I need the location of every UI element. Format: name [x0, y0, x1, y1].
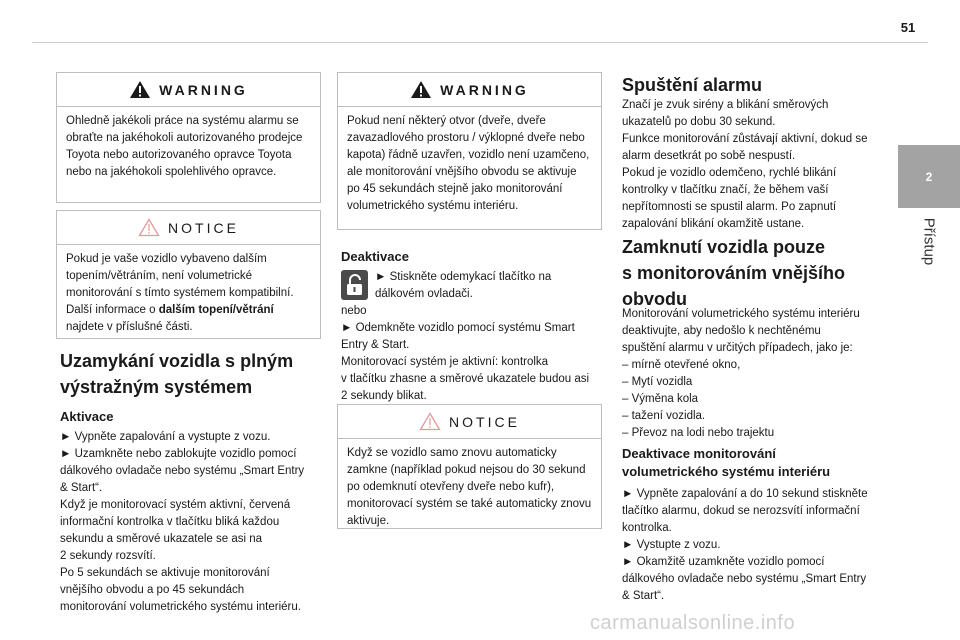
heading-alarm-trigger: Spuštění alarmu — [622, 75, 763, 95]
chapter-label-text: Přístup — [920, 217, 938, 265]
perimeter-lock-text: Monitorování volumetrického systému interiéru deaktivujte, aby nedošlo k nechtěnému spuštění alarmu v určitých případech, jako je: – mírně otevřené okno, – Mytí vozidla – Výměna kola – tažení vozidla. – Převoz na lodi nebo trajektu — [622, 308, 860, 439]
notice-title-2: NOTICE — [449, 413, 520, 430]
notice-header — [57, 211, 320, 245]
subheading-deactivation: Deaktivace — [341, 249, 409, 264]
warning-header-2 — [338, 73, 601, 107]
deactivation-text: nebo ► Odemkněte vozidlo pomocí systému Smart Entry & Start. Monitorovací systém je aktivní: kontrolka v tlačítku zhasne a směrové ukazatele budou asi 2 sekundy blikat. — [341, 305, 590, 402]
notice-box-2 — [337, 404, 602, 529]
chapter-number: 2 — [925, 169, 933, 184]
warning-title-2: WARNING — [440, 81, 529, 98]
notice-header-2 — [338, 405, 601, 439]
notice-box — [56, 210, 321, 339]
heading-perimeter-lock: Zamknutí vozidla pouze s monitorováním vnějšího obvodu — [622, 237, 846, 309]
chapter-label — [898, 208, 960, 274]
alarm-trigger-text: Značí je zvuk sirény a blikání směrových ukazatelů po dobu 30 sekund. Funkce monitorování zůstávají aktivní, dokud se alarm desetkrát po sobě nespustí. Pokud je vozidlo odemčeno, rychlé blikání kontrolky v tlačítku značí, že během vaší nepřítomnosti se spustil alarm. Po zapnutí zapalování blikání okamžitě ustane. — [622, 99, 868, 230]
warning-body: Ohledně jakékoli práce na systému alarmu se obraťte na jakéhokoli autorizovaného prodejce Toyota nebo autorizovaného opravce Toyota nebo na jakéhokoli spolehlivého opravce. — [66, 115, 303, 178]
warning-icon — [410, 80, 432, 99]
activation-text: ► Vypněte zapalování a vystupte z vozu. ► Uzamkněte nebo zablokujte vozidlo pomocí dálkového ovladače nebo systému „Smart Entry & Start“. Když je monitorovací systém aktivní, červená informační kontrolka v tlačítku bliká každou sekundu a směrové ukazatele se asi na 2 sekundy rozsvítí. Po 5 sekundách se aktivuje monitorování vnějšího obvodu a po 45 sekundách monitorování volumetrického systému interiéru. — [60, 431, 305, 613]
notice-body: Pokud je vaše vozidlo vybaveno dalším topením/větráním, není volumetrické monitorování s tímto systémem kompatibilní. Další informace o dalším topení/větrání najdete v příslušné části. — [66, 253, 294, 333]
chapter-tab[interactable] — [898, 145, 960, 208]
notice-body-2: Když se vozidlo samo znovu automaticky zamkne (například pokud nejsou do 30 sekund po odemknutí otevřeny dveře nebo kufr), monitorovací systém se také automaticky znovu aktivuje. — [347, 447, 592, 527]
deactivation-icon-text: ► Stiskněte odemykací tlačítko na dálkovém ovladači. — [375, 271, 552, 300]
subheading-interior-deactivation: Deaktivace monitorování volumetrického systému interiéru — [622, 446, 831, 479]
warning-body-2: Pokud není některý otvor (dveře, dveře zavazadlového prostoru / výklopné dveře nebo kapota) řádně uzavřen, vozidlo není uzamčeno, ale monitorování vnějšího obvodu se aktivuje po 45 sekundách stejně jako monitorování volumetrického systému interiéru. — [347, 115, 590, 212]
section-heading: Uzamykání vozidla s plným výstražným systémem — [60, 351, 294, 397]
top-rule — [32, 42, 928, 43]
notice-icon — [138, 218, 160, 237]
warning-header — [57, 73, 320, 107]
warning-box — [56, 72, 321, 203]
warning-title: WARNING — [159, 81, 248, 98]
notice-icon — [419, 412, 441, 431]
unlock-button-icon — [341, 270, 368, 300]
watermark: carmanualsonline.info — [590, 612, 796, 634]
interior-deactivation-text: ► Vypněte zapalování a do 10 sekund stiskněte tlačítko alarmu, dokud se nerozsvítí informační kontrolka. ► Vystupte z vozu. ► Okamžitě uzamkněte vozidlo pomocí dálkového ovladače nebo systému „Smart Entry & Start“. — [622, 488, 868, 602]
page-number: 51 — [900, 20, 916, 35]
notice-title: NOTICE — [168, 219, 239, 236]
warning-icon — [129, 80, 151, 99]
subheading-activation: Aktivace — [60, 409, 114, 424]
warning-box-2 — [337, 72, 602, 230]
